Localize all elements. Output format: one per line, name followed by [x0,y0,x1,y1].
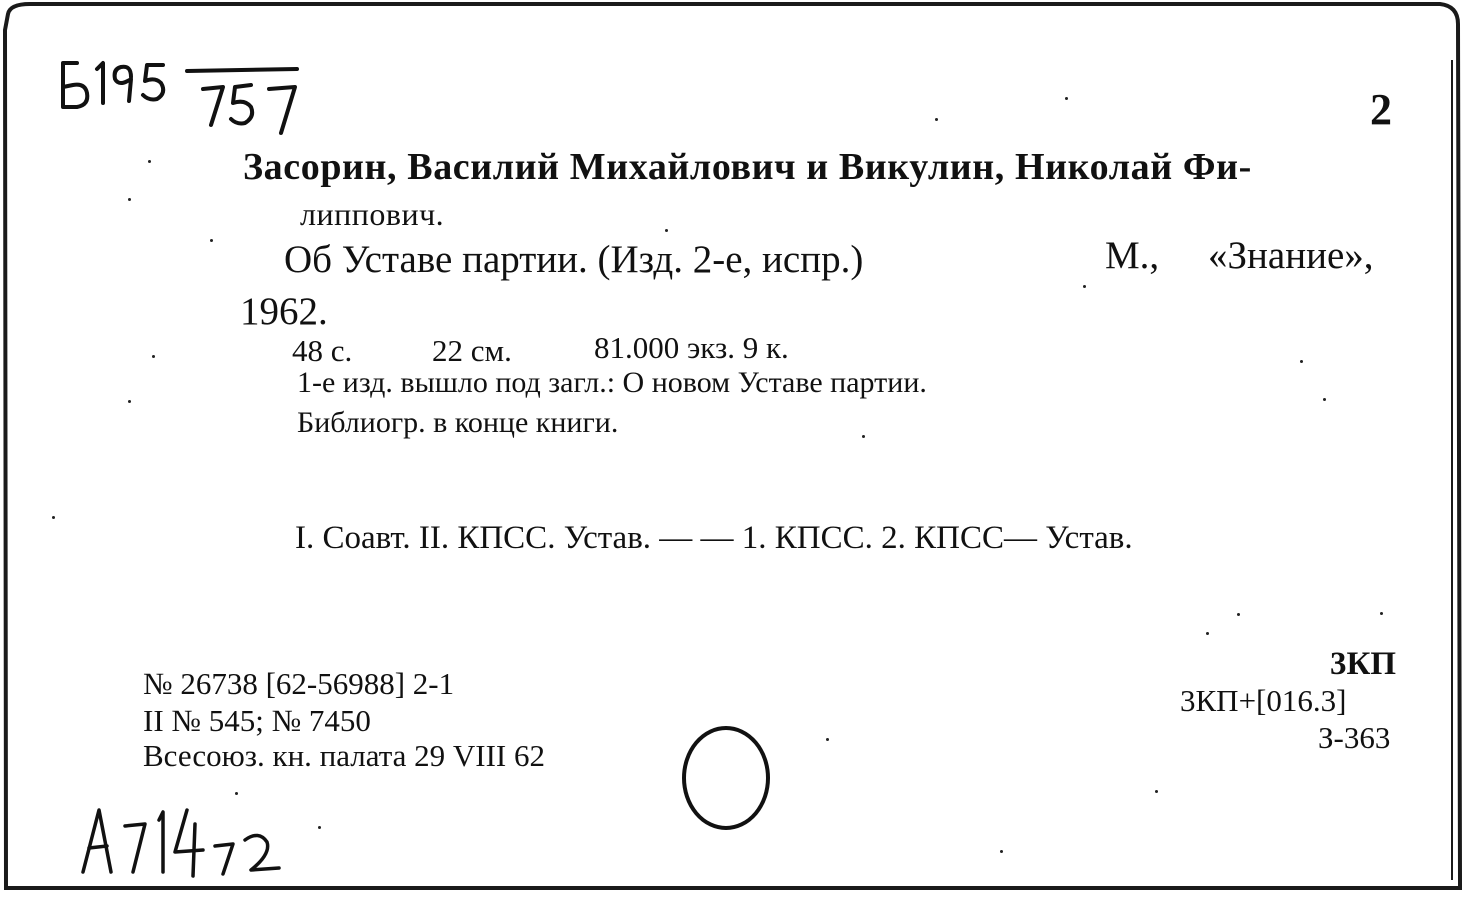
print-speck [826,738,829,741]
publisher: «Знание», [1208,234,1374,277]
edition-note: 1-е изд. вышло под загл.: О новом Уставе партии. [297,366,927,399]
author-mark: З-363 [1318,720,1391,755]
collation-print-run-price: 81.000 экз. 9 к. [594,330,789,365]
print-speck [1155,790,1158,793]
collation-pages: 48 с. [292,333,353,368]
print-speck [1323,398,1326,401]
handwritten-shelf-mark [55,55,315,145]
print-speck [1300,360,1303,363]
print-speck [235,792,238,795]
print-speck [1380,612,1383,615]
print-speck [152,355,155,358]
card-hole [678,720,778,840]
print-speck [318,826,321,829]
card-number: 2 [1370,85,1392,134]
print-speck [1237,613,1240,616]
collation-size: 22 см. [432,333,512,368]
print-speck [1206,632,1209,635]
print-speck [1065,97,1068,100]
bibliography-note: Библиогр. в конце книги. [297,406,619,439]
print-speck [1083,285,1086,288]
publication-year: 1962. [240,290,328,333]
print-speck [128,198,131,201]
registration-number: № 26738 [62-56988] 2-1 [143,666,455,701]
print-speck [1000,850,1003,853]
print-speck [862,435,865,438]
publication-place: М., [1105,234,1160,277]
registration-copies: II № 545; № 7450 [143,703,371,738]
print-speck [128,400,131,403]
author-heading-line-2: липпович. [300,196,445,232]
subject-tracings: I. Соавт. II. КПСС. Устав. — — 1. КПСС. 2. КПСС— Устав. [295,520,1133,556]
handwritten-inventory-mark [75,800,305,890]
print-speck [52,516,55,519]
classification-code-2: 3КП+[016.3] [1180,683,1347,718]
registration-chamber-date: Всесоюз. кн. палата 29 VIII 62 [143,738,546,773]
classification-code-1: 3КП [1330,646,1397,682]
print-speck [148,160,151,163]
print-speck [665,229,668,232]
author-heading-line-1: Засорин, Василий Михайлович и Викулин, Николай Фи- [243,146,1252,188]
print-speck [210,239,213,242]
print-speck [935,118,938,121]
title-statement: Об Уставе партии. (Изд. 2-е, испр.) [284,238,864,281]
